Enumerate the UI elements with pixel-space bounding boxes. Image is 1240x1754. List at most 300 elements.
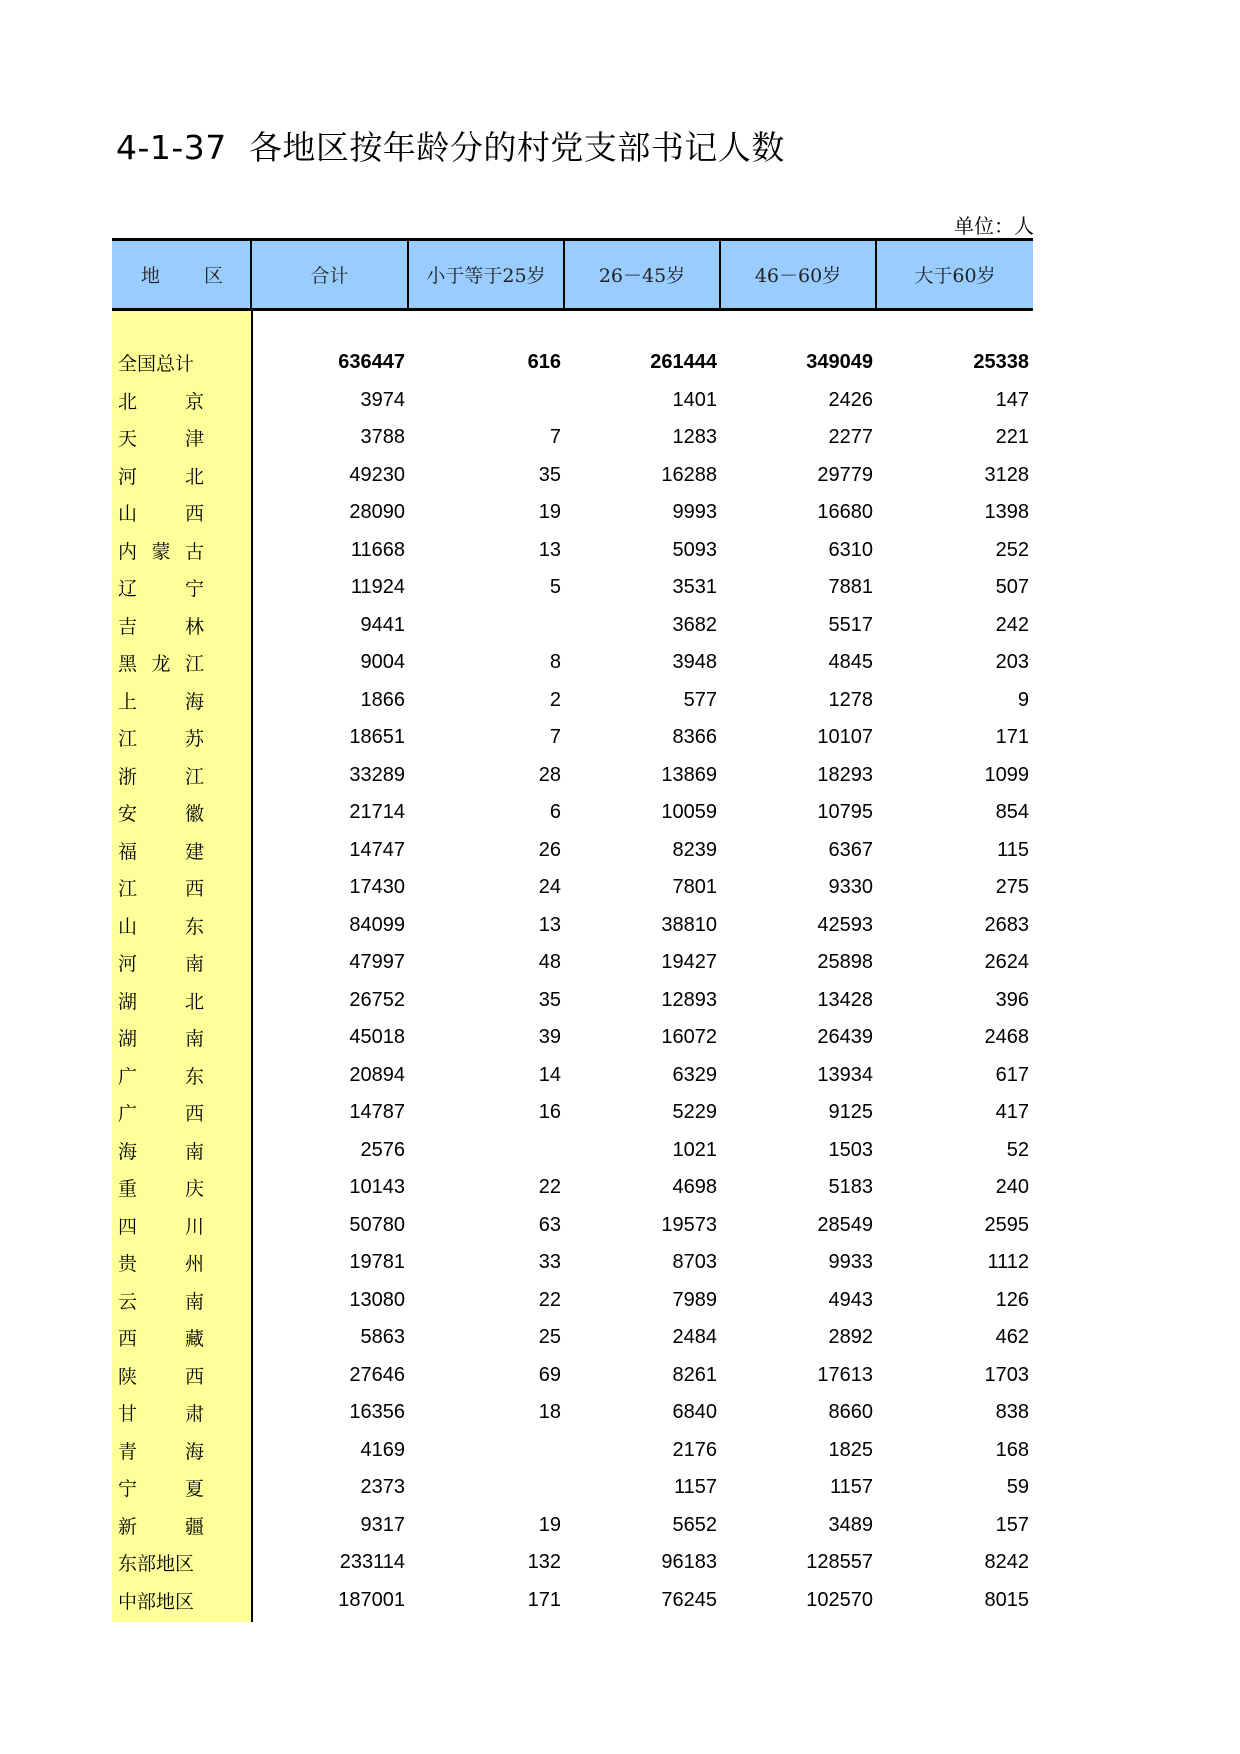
cell-gt60: 147: [995, 388, 1029, 411]
cell-gt60: 3128: [984, 463, 1029, 486]
cell-a26_45: 5093: [672, 538, 717, 561]
table-header: [112, 238, 1033, 311]
cell-a46_60: 5517: [828, 613, 873, 636]
cell-a26_45: 1157: [673, 1476, 717, 1499]
cell-total: 47997: [349, 951, 405, 974]
cell-a26_45: 4698: [672, 1176, 717, 1199]
cell-a26_45: 577: [683, 688, 717, 711]
region-name-text: [118, 912, 204, 939]
cell-gt60: 2468: [984, 1026, 1029, 1049]
cell-le25: 22: [538, 1288, 561, 1311]
cell-le25: 2: [549, 688, 561, 711]
region-name-text: [118, 1099, 204, 1126]
cell-total: 9441: [360, 613, 405, 636]
cell-a46_60: 2892: [828, 1326, 873, 1349]
region-name-char: 云: [118, 1290, 138, 1313]
region-name-char: 海: [184, 690, 204, 713]
region-name-char: 新: [118, 1515, 138, 1538]
region-name: [112, 1212, 252, 1239]
cell-gt60: 417: [995, 1101, 1029, 1124]
header-gt60: 大于60岁: [914, 265, 996, 287]
region-name-char: 江: [118, 728, 138, 751]
cell-gt60: 8242: [984, 1551, 1029, 1574]
cell-a46_60: 26439: [817, 1026, 873, 1049]
region-name-char: 宁: [118, 1478, 138, 1501]
table-row: [112, 869, 1033, 907]
cell-a46_60: 7881: [828, 576, 873, 599]
region-name-char: 广: [118, 1103, 138, 1126]
cell-gt60: 171: [995, 726, 1029, 749]
cell-total: 13080: [349, 1288, 405, 1311]
cell-le25: 5: [549, 576, 561, 599]
region-name: [112, 1362, 252, 1389]
region-name-char: 山: [118, 915, 138, 938]
cell-a46_60: 18293: [817, 763, 873, 786]
cell-gt60: 507: [995, 576, 1029, 599]
region-name-char: 黑: [118, 653, 138, 676]
region-name-text: [118, 1362, 204, 1389]
cell-a26_45: 16288: [661, 463, 717, 486]
cell-le25: 16: [538, 1101, 561, 1124]
region-name-char: 川: [184, 1215, 204, 1238]
region-name: [112, 837, 252, 864]
cell-gt60: 8015: [984, 1588, 1029, 1611]
cell-gt60: 52: [1006, 1138, 1029, 1161]
region-name-char: 西: [184, 503, 204, 526]
table-row: [112, 1132, 1033, 1170]
region-name-char: 南: [184, 1028, 204, 1051]
region-name-char: 肃: [184, 1403, 204, 1426]
region-name-char: 湖: [118, 1028, 138, 1051]
cell-a26_45: 6329: [672, 1063, 717, 1086]
region-name-char: 庆: [184, 1178, 204, 1201]
region-name-char: 四: [118, 1215, 138, 1238]
region-name-text: [118, 1174, 204, 1201]
table-row: [112, 569, 1033, 607]
table-row: [112, 607, 1033, 645]
cell-a46_60: 1278: [828, 688, 873, 711]
region-name-char: 州: [184, 1253, 204, 1276]
cell-total: 21714: [349, 801, 405, 824]
region-name-char: 宁: [184, 578, 204, 601]
cell-a46_60: 10107: [817, 726, 873, 749]
region-name: [112, 1137, 252, 1164]
cell-total: 10143: [349, 1176, 405, 1199]
region-name-text: [118, 462, 204, 489]
cell-total: 3974: [360, 388, 405, 411]
cell-gt60: 617: [995, 1063, 1029, 1086]
region-name-char: 夏: [184, 1478, 204, 1501]
cell-a46_60: 1825: [828, 1438, 873, 1461]
cell-le25: 8: [549, 651, 561, 674]
region-name: [112, 349, 252, 376]
region-name-text: [118, 1512, 204, 1539]
region-name-char: 东: [184, 1065, 204, 1088]
region-name-text: [118, 837, 204, 864]
region-name-char: 重: [118, 1178, 138, 1201]
cell-le25: 25: [538, 1326, 561, 1349]
unit-label: 单位：人: [954, 214, 1034, 238]
cell-a46_60: 10795: [817, 801, 873, 824]
region-name: [112, 799, 252, 826]
region-name-text: 东部地区: [118, 1553, 195, 1576]
cell-a26_45: 8366: [672, 726, 717, 749]
table-row: [112, 982, 1033, 1020]
cell-a26_45: 3948: [672, 651, 717, 674]
cell-total: 14787: [349, 1101, 405, 1124]
table-row: [112, 907, 1033, 945]
region-name-text: [118, 1399, 204, 1426]
cell-gt60: 157: [995, 1513, 1029, 1536]
table-row: [112, 1094, 1033, 1132]
region-name: [112, 1549, 252, 1576]
cell-total: 11924: [350, 576, 405, 599]
region-name-char: 西: [184, 1365, 204, 1388]
cell-a26_45: 261444: [650, 351, 717, 374]
region-name: [112, 1437, 252, 1464]
region-name-char: 南: [184, 1290, 204, 1313]
cell-gt60: 240: [995, 1176, 1029, 1199]
region-name-char: 北: [184, 465, 204, 488]
header-region-char-1: 地: [141, 265, 161, 287]
table-row: [112, 1507, 1033, 1545]
table-row: [112, 382, 1033, 420]
cell-a46_60: 2426: [828, 388, 873, 411]
region-name: [112, 1062, 252, 1089]
table-row: [112, 794, 1033, 832]
region-name-text: [118, 1324, 204, 1351]
region-name: [112, 949, 252, 976]
region-name-char: 西: [184, 878, 204, 901]
cell-gt60: 396: [995, 988, 1029, 1011]
cell-gt60: 2683: [984, 913, 1029, 936]
cell-a26_45: 3682: [672, 613, 717, 636]
cell-a26_45: 19427: [661, 951, 717, 974]
region-name-char: 东: [184, 915, 204, 938]
cell-a46_60: 16680: [817, 501, 873, 524]
cell-a46_60: 42593: [817, 913, 873, 936]
table-row: [112, 832, 1033, 870]
region-name-char: 徽: [184, 803, 204, 826]
cell-gt60: 854: [995, 801, 1029, 824]
cell-a46_60: 4845: [828, 651, 873, 674]
cell-a26_45: 2176: [672, 1438, 717, 1461]
cell-le25: 13: [538, 913, 561, 936]
cell-a46_60: 9933: [828, 1251, 873, 1274]
region-name-char: 陕: [118, 1365, 138, 1388]
table-title-text: 各地区按年龄分的村党支部书记人数: [248, 128, 785, 167]
cell-total: 187001: [338, 1588, 405, 1611]
region-name-char: 藏: [184, 1328, 204, 1351]
region-name-text: [118, 537, 204, 564]
cell-a26_45: 5229: [672, 1101, 717, 1124]
region-name: [112, 687, 252, 714]
cell-gt60: 203: [995, 651, 1029, 674]
cell-a26_45: 7989: [672, 1288, 717, 1311]
table-row: [112, 682, 1033, 720]
cell-total: 27646: [349, 1363, 405, 1386]
table-row: [112, 644, 1033, 682]
cell-a26_45: 8239: [672, 838, 717, 861]
region-name-text: [118, 1437, 204, 1464]
cell-a46_60: 13934: [817, 1063, 873, 1086]
cell-a46_60: 3489: [828, 1513, 873, 1536]
table-row: [112, 1394, 1033, 1432]
cell-total: 636447: [338, 351, 405, 374]
cell-le25: 7: [549, 726, 561, 749]
region-name-char: 海: [184, 1440, 204, 1463]
region-name-char: 上: [118, 690, 138, 713]
cell-a26_45: 6840: [672, 1401, 717, 1424]
table-row: [112, 1169, 1033, 1207]
cell-a26_45: 13869: [661, 763, 717, 786]
table-row: [112, 1057, 1033, 1095]
cell-total: 1866: [360, 688, 405, 711]
cell-le25: 48: [538, 951, 561, 974]
region-name-text: [118, 1249, 204, 1276]
cell-le25: 35: [538, 463, 561, 486]
region-name-text: [118, 1287, 204, 1314]
cell-le25: 35: [538, 988, 561, 1011]
region-name-char: 浙: [118, 765, 138, 788]
region-name-text: [118, 724, 204, 751]
table-number: 4-1-37: [116, 128, 227, 167]
region-name: [112, 499, 252, 526]
cell-a46_60: 349049: [806, 351, 873, 374]
cell-a46_60: 128557: [806, 1551, 873, 1574]
cell-a46_60: 9330: [828, 876, 873, 899]
cell-total: 4169: [360, 1438, 405, 1461]
region-name: [112, 612, 252, 639]
table-row: [112, 1019, 1033, 1057]
cell-a46_60: 6367: [828, 838, 873, 861]
cell-gt60: 1099: [984, 763, 1029, 786]
cell-a46_60: 102570: [806, 1588, 873, 1611]
table-row-national-total: [112, 344, 1033, 382]
region-name-text: [118, 1137, 204, 1164]
region-name-text: [118, 649, 204, 676]
table-body: [112, 311, 1033, 1619]
cell-gt60: 462: [995, 1326, 1029, 1349]
cell-a46_60: 5183: [828, 1176, 873, 1199]
region-name-text: [118, 424, 204, 451]
region-name-char: 江: [184, 765, 204, 788]
region-name-char: 南: [184, 1140, 204, 1163]
cell-a26_45: 10059: [661, 801, 717, 824]
region-name-char: 京: [184, 390, 204, 413]
region-name-char: 古: [184, 540, 204, 563]
region-name-char: 辽: [118, 578, 138, 601]
cell-gt60: 25338: [973, 351, 1029, 374]
cell-le25: 39: [538, 1026, 561, 1049]
region-name-char: 江: [184, 653, 204, 676]
cell-a26_45: 19573: [661, 1213, 717, 1236]
cell-total: 26752: [349, 988, 405, 1011]
region-name: [112, 1174, 252, 1201]
cell-total: 20894: [349, 1063, 405, 1086]
cell-total: 45018: [349, 1026, 405, 1049]
header-total: 合计: [252, 241, 409, 308]
header-le25: 小于等于25岁: [409, 241, 565, 308]
cell-a46_60: 29779: [817, 463, 873, 486]
cell-gt60: 2595: [984, 1213, 1029, 1236]
table-row: [112, 494, 1033, 532]
region-name-char: 广: [118, 1065, 138, 1088]
cell-le25: 19: [538, 501, 561, 524]
region-name: [112, 1399, 252, 1426]
cell-gt60: 242: [995, 613, 1029, 636]
header-region-char-2: 区: [204, 265, 224, 287]
cell-a26_45: 8703: [672, 1251, 717, 1274]
cell-gt60: 9: [1017, 688, 1029, 711]
region-name-char: 江: [118, 878, 138, 901]
region-name: [112, 574, 252, 601]
region-name: [112, 1287, 252, 1314]
cell-a46_60: 2277: [828, 426, 873, 449]
cell-total: 49230: [349, 463, 405, 486]
region-name-text: [118, 949, 204, 976]
cell-gt60: 221: [995, 426, 1029, 449]
region-name-text: 全国总计: [118, 353, 195, 376]
table-row: [112, 532, 1033, 570]
region-name-char: 津: [184, 428, 204, 451]
cell-a26_45: 12893: [661, 988, 717, 1011]
region-name-text: [118, 762, 204, 789]
region-name-char: 吉: [118, 615, 138, 638]
table-row: [112, 1432, 1033, 1470]
region-name: [112, 1249, 252, 1276]
region-name-char: 青: [118, 1440, 138, 1463]
table-row: [112, 1582, 1033, 1620]
cell-a46_60: 25898: [817, 951, 873, 974]
table-row: [112, 419, 1033, 457]
cell-le25: 13: [538, 538, 561, 561]
cell-total: 5863: [360, 1326, 405, 1349]
data-table: [112, 238, 1033, 1619]
region-name: [112, 424, 252, 451]
region-name-text: [118, 387, 204, 414]
cell-total: 16356: [349, 1401, 405, 1424]
cell-le25: 19: [538, 1513, 561, 1536]
cell-total: 3788: [360, 426, 405, 449]
region-name-text: [118, 612, 204, 639]
region-name-text: [118, 799, 204, 826]
region-name-text: [118, 1474, 204, 1501]
cell-a46_60: 17613: [817, 1363, 873, 1386]
region-name-char: 海: [118, 1140, 138, 1163]
region-name: [112, 1024, 252, 1051]
cell-a26_45: 5652: [672, 1513, 717, 1536]
cell-gt60: 252: [995, 538, 1029, 561]
cell-a26_45: 3531: [672, 576, 717, 599]
cell-a46_60: 1503: [828, 1138, 873, 1161]
cell-a46_60: 13428: [817, 988, 873, 1011]
cell-gt60: 115: [997, 838, 1029, 861]
cell-gt60: 2624: [984, 951, 1029, 974]
region-name-char: 湖: [118, 990, 138, 1013]
region-name: [112, 724, 252, 751]
region-name-char: 南: [184, 953, 204, 976]
cell-a26_45: 38810: [661, 913, 717, 936]
cell-total: 33289: [349, 763, 405, 786]
region-name-char: 疆: [184, 1515, 204, 1538]
cell-le25: 33: [538, 1251, 561, 1274]
header-46-60: 46－60岁: [721, 241, 877, 308]
region-name: [112, 1512, 252, 1539]
cell-total: 2373: [360, 1476, 405, 1499]
cell-gt60: 1703: [984, 1363, 1029, 1386]
region-name-char: 龙: [151, 653, 171, 676]
region-name: [112, 462, 252, 489]
cell-a26_45: 96183: [661, 1551, 717, 1574]
region-name: [112, 1099, 252, 1126]
region-name-text: [118, 1212, 204, 1239]
region-name: [112, 762, 252, 789]
region-name: [112, 387, 252, 414]
header-region: [112, 241, 252, 308]
table-row: [112, 1544, 1033, 1582]
cell-a46_60: 1157: [829, 1476, 873, 1499]
table-row: [112, 1207, 1033, 1245]
cell-a26_45: 16072: [661, 1026, 717, 1049]
cell-le25: 616: [527, 351, 561, 374]
region-name: [112, 537, 252, 564]
region-name: [112, 1474, 252, 1501]
cell-le25: 22: [538, 1176, 561, 1199]
cell-a26_45: 1283: [672, 426, 717, 449]
cell-le25: 6: [549, 801, 561, 824]
cell-a26_45: 76245: [661, 1588, 717, 1611]
cell-total: 19781: [349, 1251, 405, 1274]
table-row: [112, 457, 1033, 495]
cell-total: 11668: [350, 538, 405, 561]
cell-a26_45: 9993: [672, 501, 717, 524]
region-name-char: 河: [118, 953, 138, 976]
region-name: [112, 874, 252, 901]
cell-total: 18651: [349, 726, 405, 749]
cell-le25: 63: [538, 1213, 561, 1236]
table-row: [112, 1319, 1033, 1357]
table-row: [112, 1282, 1033, 1320]
cell-total: 9317: [360, 1513, 405, 1536]
cell-total: 50780: [349, 1213, 405, 1236]
cell-total: 84099: [349, 913, 405, 936]
cell-a26_45: 1021: [672, 1138, 717, 1161]
cell-le25: 7: [549, 426, 561, 449]
region-name-char: 天: [118, 428, 138, 451]
cell-le25: 24: [538, 876, 561, 899]
region-name-char: 林: [184, 615, 204, 638]
cell-a46_60: 4943: [828, 1288, 873, 1311]
cell-total: 17430: [349, 876, 405, 899]
cell-gt60: 838: [995, 1401, 1029, 1424]
table-row: [112, 1357, 1033, 1395]
region-name-text: [118, 687, 204, 714]
region-name-char: 安: [118, 803, 138, 826]
cell-le25: 171: [527, 1588, 561, 1611]
region-name: [112, 987, 252, 1014]
cell-gt60: 59: [1006, 1476, 1029, 1499]
region-name-char: 苏: [184, 728, 204, 751]
region-name-text: 中部地区: [118, 1590, 195, 1613]
region-name-char: 北: [184, 990, 204, 1013]
table-row: [112, 944, 1033, 982]
cell-a26_45: 8261: [672, 1363, 717, 1386]
region-name-char: 北: [118, 390, 138, 413]
region-name-char: 甘: [118, 1403, 138, 1426]
cell-le25: 69: [538, 1363, 561, 1386]
table-row: [112, 719, 1033, 757]
